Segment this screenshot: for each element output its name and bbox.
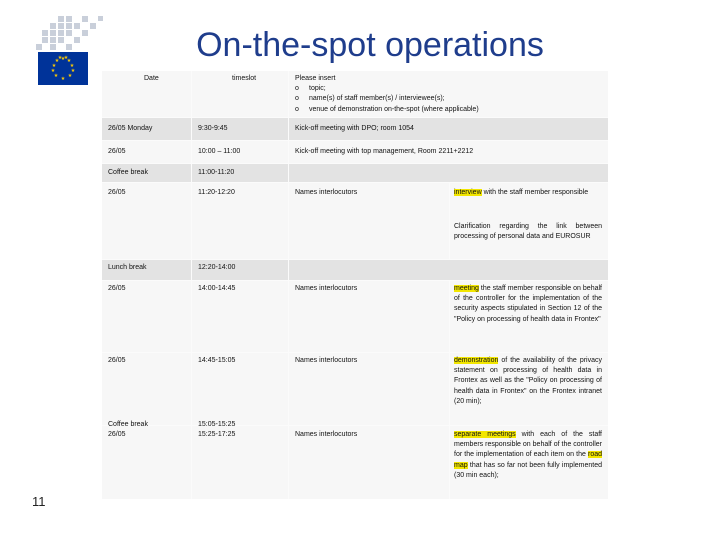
- table-row: [102, 141, 608, 163]
- svg-text:★: ★: [50, 68, 56, 74]
- header-timeslot: timeslot: [232, 75, 257, 82]
- header-date: Date: [144, 75, 159, 82]
- svg-text:★: ★: [67, 73, 73, 79]
- row-date: 26/05: [108, 357, 126, 364]
- row-topic: Names interlocutors: [295, 431, 358, 438]
- row-time: 12:20-14:00: [198, 264, 236, 271]
- svg-text:★: ★: [66, 58, 72, 64]
- svg-text:★: ★: [54, 58, 60, 64]
- highlight: interview: [454, 189, 482, 196]
- schedule-table: [102, 71, 608, 499]
- header-row: [102, 71, 608, 117]
- row-time: 11:20-12:20: [198, 189, 235, 196]
- page-title: On-the-spot operations: [196, 26, 544, 64]
- svg-text:★: ★: [63, 55, 69, 61]
- row-topic: Names interlocutors: [295, 285, 358, 292]
- row-date: 26/05: [108, 148, 126, 155]
- header-insert-label: Please insert: [295, 75, 336, 82]
- svg-text:★: ★: [53, 73, 59, 79]
- highlight: demonstration: [454, 357, 499, 364]
- highlight: road map: [454, 451, 602, 469]
- table-row: [102, 260, 608, 280]
- table-row: [102, 281, 608, 352]
- eu-logo: [36, 14, 104, 86]
- header-insert-item: o name(s) of staff member(s) / interviewee(s);: [295, 94, 595, 104]
- table-row: [102, 421, 608, 499]
- row-topic: Kick-off meeting with DPO; room 1054: [295, 125, 414, 132]
- row-description: demonstration of the availability of the privacy statement on processing of health data in Frontex as well as the "Policy on processing of health data in Frontex" on the Frontex intranet (20 min);: [454, 357, 602, 405]
- row-date: 26/05: [108, 431, 126, 439]
- row-date: Coffee break: [108, 421, 148, 428]
- row-date: Coffee break: [108, 169, 148, 176]
- table-row: [102, 353, 608, 425]
- row-description: interview with the staff member responsible: [454, 189, 589, 196]
- svg-text:★: ★: [51, 63, 57, 69]
- svg-text:★: ★: [60, 56, 66, 62]
- row-time: 10:00 – 11:00: [198, 148, 241, 155]
- svg-text:★: ★: [69, 63, 75, 69]
- row-description: Clarification regarding the link between processing of personal data and EUROSUR: [454, 223, 602, 241]
- header-insert-item: o topic;: [295, 84, 595, 94]
- row-date: 26/05: [108, 189, 126, 196]
- svg-text:★: ★: [57, 55, 63, 61]
- svg-text:★: ★: [60, 76, 66, 82]
- row-topic: Names interlocutors: [295, 357, 358, 364]
- row-topic: Kick-off meeting with top management, Room 2211+2212: [295, 148, 474, 155]
- header-insert-item: o venue of demonstration on-the-spot (where applicable): [295, 105, 595, 115]
- highlight: separate meetings: [454, 431, 516, 438]
- table-row: [102, 118, 608, 140]
- table-row: [102, 183, 608, 259]
- row-time: 9:30-9:45: [198, 125, 228, 132]
- row-time: 11:00-11:20: [198, 169, 235, 176]
- row-topic: Names interlocutors: [295, 189, 358, 196]
- row-time: 15:25-17:25: [198, 431, 236, 439]
- row-time: 15:05-15:25: [198, 421, 236, 428]
- row-date: 26/05 Monday: [108, 125, 153, 132]
- table-row: [102, 164, 608, 182]
- slide-number: 11: [32, 494, 46, 509]
- svg-text:★: ★: [70, 68, 76, 74]
- row-date: 26/05: [108, 285, 126, 292]
- row-description: meeting the staff member responsible on behalf of the controller for the implementation of the security aspects stipulated in Section 12 of the "Policy on processing of health data in Frontex": [454, 285, 602, 323]
- highlight: meeting: [454, 285, 479, 292]
- row-time: 14:45-15:05: [198, 357, 236, 364]
- row-time: 14:00-14:45: [198, 285, 236, 292]
- header-insert-list: [295, 84, 595, 115]
- row-description: separate meetings with each of the staff members responsible on behalf of the controller for the implementation of each item on the road map that has so far not been fully implemented (30 min each);: [454, 431, 602, 479]
- row-date: Lunch break: [108, 264, 147, 271]
